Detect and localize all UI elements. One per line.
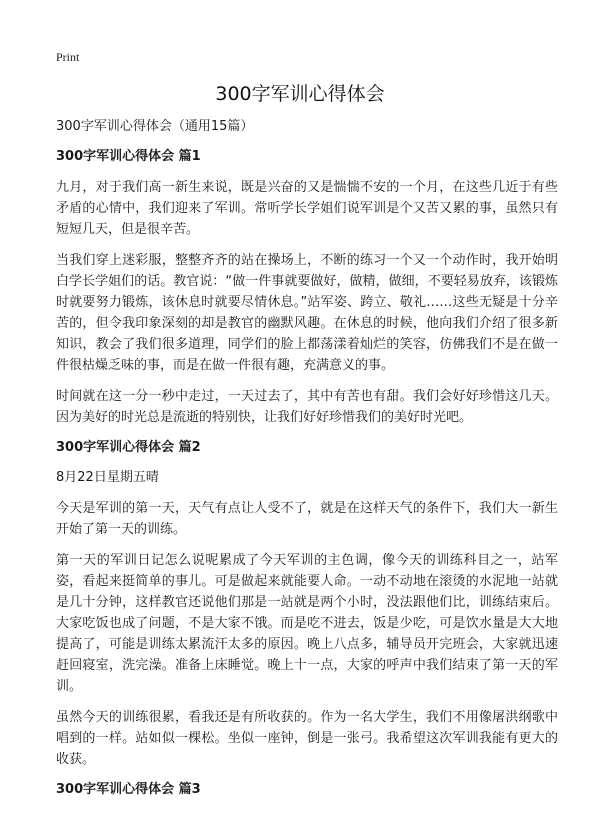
section-2-paragraph: 今天是军训的第一天，天气有点让人受不了，就是在这样天气的条件下，我们大一新生开始了第一天的训练。 xyxy=(56,501,558,537)
document-subtitle: 300字军训心得体会（通用15篇） xyxy=(56,119,254,134)
page-title: 300字军训心得体会 xyxy=(215,83,385,105)
section-heading-2: 300字军训心得体会 篇2 xyxy=(56,440,201,455)
document-body xyxy=(56,117,558,810)
section-1-paragraph: 当我们穿上迷彩服，整整齐齐的站在操场上，不断的练习一个又一个动作时，我开始明白学长学姐们的话。教官说：“做一件事就要做好，做精，做细，不要轻易放弃，该锻炼时就要努力锻炼，该休息时就要尽情休息。”站军姿、跨立、敬礼……这些无疑是十分辛苦的，但令我印象深刻的却是教官的幽默风趣。在休息的时候，他向我们介绍了很多新知识，教会了我们很多道理，同学们的脸上都荡漾着灿烂的笑容，仿佛我们不是在做一件很枯燥乏味的事，而是在做一件很有趣，充满意义的事。 xyxy=(56,253,558,373)
section-2-date: 8月22日星期五晴 xyxy=(56,470,159,485)
section-heading-1: 300字军训心得体会 篇1 xyxy=(56,149,201,164)
section-1-paragraph: 时间就在这一分一秒中走过，一天过去了，其中有苦也有甜。我们会好好珍惜这几天。因为美好的时光总是流逝的特别快，让我们好好珍惜我们的美好时光吧。 xyxy=(56,389,558,425)
section-1-paragraph: 九月，对于我们高一新生来说，既是兴奋的又是惴惴不安的一个月，在这些几近于有些矛盾的心情中，我们迎来了军训。常听学长学姐们说军训是个又苦又累的事，虽然只有短短几天，但是很辛苦。 xyxy=(56,180,558,237)
section-2-paragraph: 虽然今天的训练很累，看我还是有所收获的。作为一名大学生，我们不用像屠洪纲歌中唱到的一样。站如似一棵松。坐似一座钟，倒是一张弓。我希望这次军训我能有更大的收获。 xyxy=(56,710,558,767)
section-2-paragraph: 第一天的军训日记怎么说呢累成了今天军训的主色调，像今天的训练科目之一，站军姿，看起来挺简单的事儿。可是做起来就能要人命。一动不动地在滚烫的水泥地一站就是几十分钟，这样教官还说他们那是一站就是两个小时，没法跟他们比，训练结束后。大家吃饭也成了问题，不是大家不饿。而是吃不进去，饭是少吃，可是饮水量是大大地提高了，可能是训练太累流汗太多的原因。晚上八点多，辅导员开完班会，大家就迅速赶回寝室，洗完澡。准备上床睡觉。晚上十一点，大家的呼声中我们结束了第一天的军训。 xyxy=(56,553,558,694)
print-link[interactable]: Print xyxy=(56,50,80,64)
section-heading-3: 300字军训心得体会 篇3 xyxy=(56,782,201,797)
